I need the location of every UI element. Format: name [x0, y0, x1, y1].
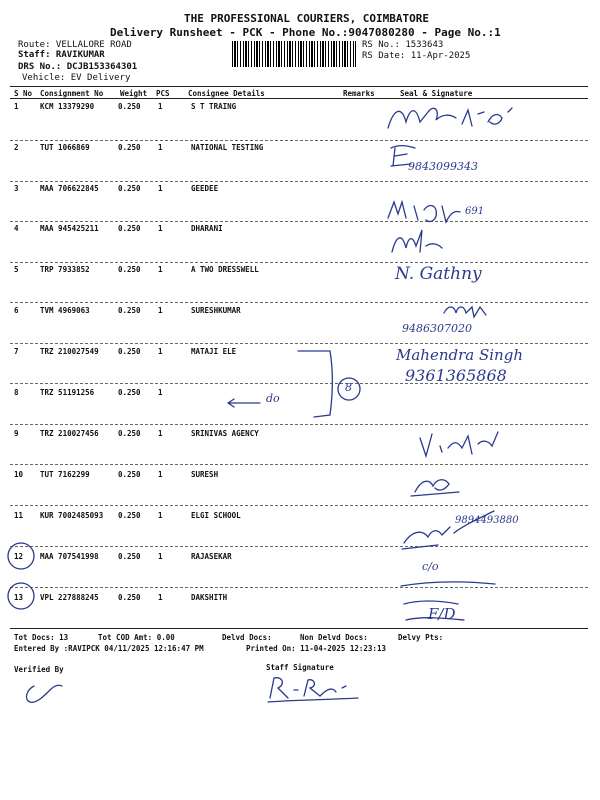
sno-circle-marks: [4, 540, 40, 612]
verified-by-signature: [20, 676, 70, 706]
row-sno: 12: [14, 552, 24, 561]
row-sno: 13: [14, 593, 24, 602]
row-pcs: 1: [158, 511, 163, 520]
row-sno: 9: [14, 429, 19, 438]
drs-number: DRS No.: DCJB153364301: [18, 62, 138, 72]
row-pcs: 1: [158, 102, 163, 111]
row-separator: [10, 302, 588, 303]
row-consignee: ELGI SCHOOL: [191, 511, 241, 520]
row-consignee: NATIONAL TESTING: [191, 143, 264, 152]
col-remarks: Remarks: [343, 89, 375, 98]
row-sno: 6: [14, 306, 19, 315]
row-consignment: TRZ 210027549: [40, 347, 99, 356]
col-consignee: Consignee Details: [188, 89, 265, 98]
signature-row-10: [405, 470, 465, 500]
row-sno: 3: [14, 184, 19, 193]
handwritten-mark-row-12: c/o: [422, 560, 439, 573]
row-consignment: TUT 1066869: [40, 143, 90, 152]
row-separator: [10, 464, 588, 465]
row-consignee: SRINIVAS AGENCY: [191, 429, 259, 438]
signature-row-1: [380, 100, 530, 138]
row-consignee: DAKSHITH: [191, 593, 228, 602]
row-weight: 0.250: [118, 552, 141, 561]
row-sno: 7: [14, 347, 19, 356]
row-weight: 0.250: [118, 184, 141, 193]
row-pcs: 1: [158, 184, 163, 193]
row-consignee: RAJASEKAR: [191, 552, 232, 561]
table-bottom-border: [10, 628, 588, 629]
row-sno: 5: [14, 265, 19, 274]
row-pcs: 1: [158, 143, 163, 152]
row-separator: [10, 343, 588, 344]
row-consignment: TRZ 210027456: [40, 429, 99, 438]
row-pcs: 1: [158, 470, 163, 479]
verified-by-label: Verified By: [14, 665, 64, 674]
handwritten-name-row-7: Mahendra Singh: [396, 346, 523, 364]
row-sno: 2: [14, 143, 19, 152]
row-weight: 0.250: [118, 306, 141, 315]
staff: Staff: RAVIKUMAR: [18, 50, 105, 60]
row-consignee: SURESHKUMAR: [191, 306, 241, 315]
vehicle: Vehicle: EV Delivery: [22, 73, 131, 83]
row-pcs: 1: [158, 388, 163, 397]
row-separator: [10, 140, 588, 141]
row-consignee: A TWO DRESSWELL: [191, 265, 259, 274]
signature-row-9: [416, 426, 506, 462]
row-consignment: TUT 7162299: [40, 470, 90, 479]
row-consignment: MAA 945425211: [40, 224, 99, 233]
signature-row-4: [386, 222, 446, 260]
row-pcs: 1: [158, 552, 163, 561]
table-top-border: [10, 86, 588, 87]
row-pcs: 1: [158, 593, 163, 602]
barcode: [232, 41, 356, 67]
handwritten-name-row-5: N. Gathny: [395, 264, 482, 284]
row-weight: 0.250: [118, 265, 141, 274]
table-header-border: [10, 98, 588, 99]
row-pcs: 1: [158, 224, 163, 233]
row-separator: [10, 262, 588, 263]
total-docs: Tot Docs: 13: [14, 633, 69, 642]
row-consignee: MATAJI ELE: [191, 347, 237, 356]
handwritten-phone-row-6: 9486307020: [402, 322, 472, 335]
handwritten-mark-row-8: do: [266, 392, 280, 405]
row-consignee: GEEDEE: [191, 184, 219, 193]
row-pcs: 1: [158, 306, 163, 315]
rs-date: RS Date: 11-Apr-2025: [362, 51, 471, 61]
handwritten-phone-row-7: 9361365868: [405, 366, 507, 385]
row-weight: 0.250: [118, 224, 141, 233]
row-sno: 8: [14, 388, 19, 397]
row-weight: 0.250: [118, 102, 141, 111]
row-consignment: TRZ 51191256: [40, 388, 95, 397]
row-pcs: 1: [158, 265, 163, 274]
row-weight: 0.250: [118, 511, 141, 520]
row-consignment: MAA 706622845: [40, 184, 99, 193]
row-weight: 0.250: [118, 143, 141, 152]
handwritten-number-row-3: 691: [465, 206, 485, 217]
col-consignment: Consignment No: [40, 89, 104, 98]
staff-signature: [262, 672, 372, 706]
entered-by: Entered By :RAVIPCK 04/11/2025 12:16:47 PM: [14, 644, 204, 653]
row-weight: 0.250: [118, 470, 141, 479]
col-sno: S No: [14, 89, 33, 98]
handwritten-mark-row-13: F/D: [428, 605, 456, 623]
row-consignment: VPL 227888245: [40, 593, 99, 602]
row-consignment: MAA 707541998: [40, 552, 99, 561]
signature-row-12: [395, 578, 505, 592]
delivered-docs: Delvd Docs:: [222, 633, 272, 642]
runsheet-subtitle: Delivery Runsheet - PCK - Phone No.:9047080280 - Page No.:1: [110, 26, 501, 39]
row-sno: 4: [14, 224, 19, 233]
row-consignment: TVM 4969063: [40, 306, 90, 315]
handwritten-phone-row-2: 9843099343: [408, 160, 478, 173]
row-separator: [10, 181, 588, 182]
row-sno: 1: [14, 102, 19, 111]
delivery-points: Delvy Pts:: [398, 633, 444, 642]
route: Route: VELLALORE ROAD: [18, 40, 132, 50]
handwritten-circle-row-8: 8: [345, 381, 352, 394]
signature-row-11: [398, 505, 508, 553]
col-signature: Seal & Signature: [400, 89, 473, 98]
row-weight: 0.250: [118, 593, 141, 602]
row-consignee: SURESH: [191, 470, 219, 479]
signature-row-6: [440, 301, 490, 321]
company-name: THE PROFESSIONAL COURIERS, COIMBATORE: [184, 12, 430, 25]
handwritten-phone-row-11: 9894493880: [455, 515, 519, 526]
row-consignee: DHARANI: [191, 224, 223, 233]
row-weight: 0.250: [118, 388, 141, 397]
row-sno: 10: [14, 470, 24, 479]
staff-signature-label: Staff Signature: [266, 663, 334, 672]
row-consignee: S T TRAING: [191, 102, 237, 111]
row-consignment: KCM 13379290: [40, 102, 95, 111]
row-pcs: 1: [158, 347, 163, 356]
row-weight: 0.250: [118, 347, 141, 356]
row-consignment: TRP 7933852: [40, 265, 90, 274]
non-delivered-docs: Non Delvd Docs:: [300, 633, 368, 642]
row-pcs: 1: [158, 429, 163, 438]
row-sno: 11: [14, 511, 24, 520]
rs-number: RS No.: 1533643: [362, 40, 444, 50]
col-weight: Weight: [120, 89, 148, 98]
col-pcs: PCS: [156, 89, 170, 98]
printed-on: Printed On: 11-04-2025 12:23:13: [246, 644, 386, 653]
total-cod-amount: Tot COD Amt: 0.00: [98, 633, 175, 642]
row-separator: [10, 221, 588, 222]
row-consignment: KUR 7002485093: [40, 511, 104, 520]
row-weight: 0.250: [118, 429, 141, 438]
